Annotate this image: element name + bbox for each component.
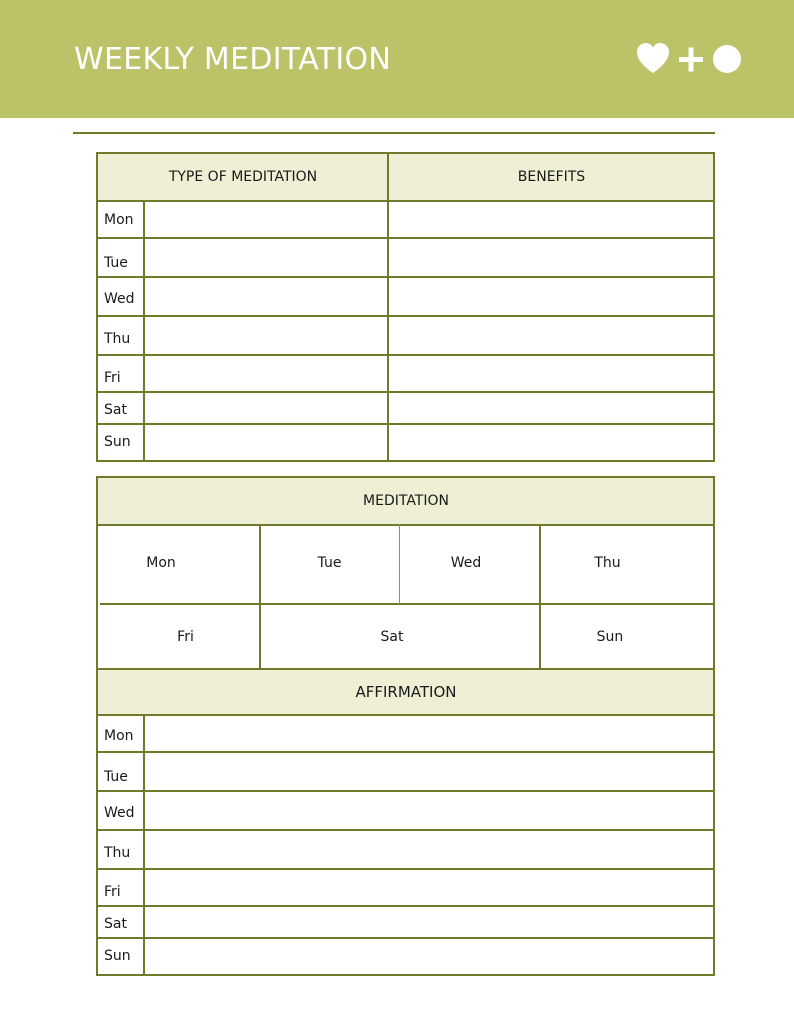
meditation-cell-fri[interactable]: Fri — [177, 629, 194, 645]
col-header-benefits: BENEFITS — [389, 153, 714, 200]
benefits-cell-sat[interactable] — [389, 393, 714, 423]
benefits-cell-fri[interactable] — [389, 356, 714, 391]
affirmation-cell-wed[interactable] — [145, 792, 714, 829]
affirmation-cell-mon[interactable] — [145, 716, 714, 751]
day-label-sun: Sun — [104, 948, 131, 964]
affirmation-cell-thu[interactable] — [145, 831, 714, 868]
affirmation-cell-tue[interactable] — [145, 753, 714, 790]
day-label-thu: Thu — [104, 331, 131, 347]
circle-icon — [713, 45, 741, 73]
affirmation-cell-sat[interactable] — [145, 907, 714, 937]
table-line — [539, 524, 541, 668]
meditation-cell-sat[interactable]: Sat — [380, 629, 404, 645]
table-line — [97, 668, 715, 670]
type-cell-wed[interactable] — [145, 278, 387, 315]
day-label-fri: Fri — [104, 370, 121, 386]
affirmation-cell-sun[interactable] — [145, 939, 714, 974]
table-line — [387, 152, 389, 462]
day-label-wed: Wed — [104, 291, 135, 307]
logo — [636, 42, 742, 78]
day-label-sat: Sat — [104, 402, 127, 418]
table-line — [96, 476, 98, 668]
table-line — [97, 905, 715, 907]
section-header-affirmation: AFFIRMATION — [98, 670, 714, 714]
table-line — [97, 868, 715, 870]
table-line — [97, 751, 715, 753]
day-label-fri: Fri — [104, 884, 121, 900]
heart-icon — [637, 43, 669, 73]
table-line — [97, 476, 715, 478]
day-label-mon: Mon — [104, 728, 134, 744]
meditation-cell-mon[interactable]: Mon — [146, 555, 176, 571]
header-divider — [73, 132, 715, 134]
meditation-cell-thu[interactable]: Thu — [594, 555, 621, 571]
table-line — [143, 200, 145, 462]
table-line — [96, 152, 98, 462]
table-line — [97, 423, 715, 425]
table-line — [97, 200, 715, 202]
type-cell-tue[interactable] — [145, 239, 387, 276]
day-label-tue: Tue — [104, 255, 128, 271]
meditation-cell-sun[interactable]: Sun — [596, 629, 624, 645]
header-banner — [0, 0, 794, 118]
table-line — [97, 524, 715, 526]
col-header-type-of-meditation: TYPE OF MEDITATION — [98, 153, 388, 200]
table-line — [97, 315, 715, 317]
benefits-cell-mon[interactable] — [389, 202, 714, 237]
table-line — [713, 152, 715, 462]
table-line — [96, 668, 98, 976]
benefits-cell-tue[interactable] — [389, 239, 714, 276]
day-label-tue: Tue — [104, 769, 128, 785]
table-line — [399, 524, 400, 604]
table-line — [259, 524, 261, 668]
table-line — [97, 152, 715, 154]
table-line — [97, 237, 715, 239]
type-cell-fri[interactable] — [145, 356, 387, 391]
day-label-thu: Thu — [104, 845, 131, 861]
table-line — [713, 476, 715, 668]
type-cell-sun[interactable] — [145, 425, 387, 460]
type-cell-sat[interactable] — [145, 393, 387, 423]
meditation-cell-tue[interactable]: Tue — [317, 555, 342, 571]
table-line — [97, 790, 715, 792]
type-cell-thu[interactable] — [145, 317, 387, 354]
table-line — [713, 668, 715, 976]
table-line — [97, 460, 715, 462]
table-line — [100, 603, 715, 605]
day-label-sat: Sat — [104, 916, 127, 932]
benefits-cell-wed[interactable] — [389, 278, 714, 315]
table-line — [143, 714, 145, 976]
table-line — [97, 714, 715, 716]
day-label-sun: Sun — [104, 434, 131, 450]
plus-icon — [679, 48, 703, 72]
table-line — [97, 974, 715, 976]
day-label-wed: Wed — [104, 805, 135, 821]
day-label-mon: Mon — [104, 212, 134, 228]
table-line — [97, 276, 715, 278]
type-cell-mon[interactable] — [145, 202, 387, 237]
section-header-meditation: MEDITATION — [98, 477, 714, 524]
affirmation-cell-fri[interactable] — [145, 870, 714, 905]
table-line — [97, 391, 715, 393]
meditation-cell-wed[interactable]: Wed — [450, 555, 482, 571]
table-line — [97, 829, 715, 831]
table-line — [97, 937, 715, 939]
benefits-cell-sun[interactable] — [389, 425, 714, 460]
benefits-cell-thu[interactable] — [389, 317, 714, 354]
table-line — [97, 354, 715, 356]
page-title: WEEKLY MEDITATION — [74, 42, 392, 77]
